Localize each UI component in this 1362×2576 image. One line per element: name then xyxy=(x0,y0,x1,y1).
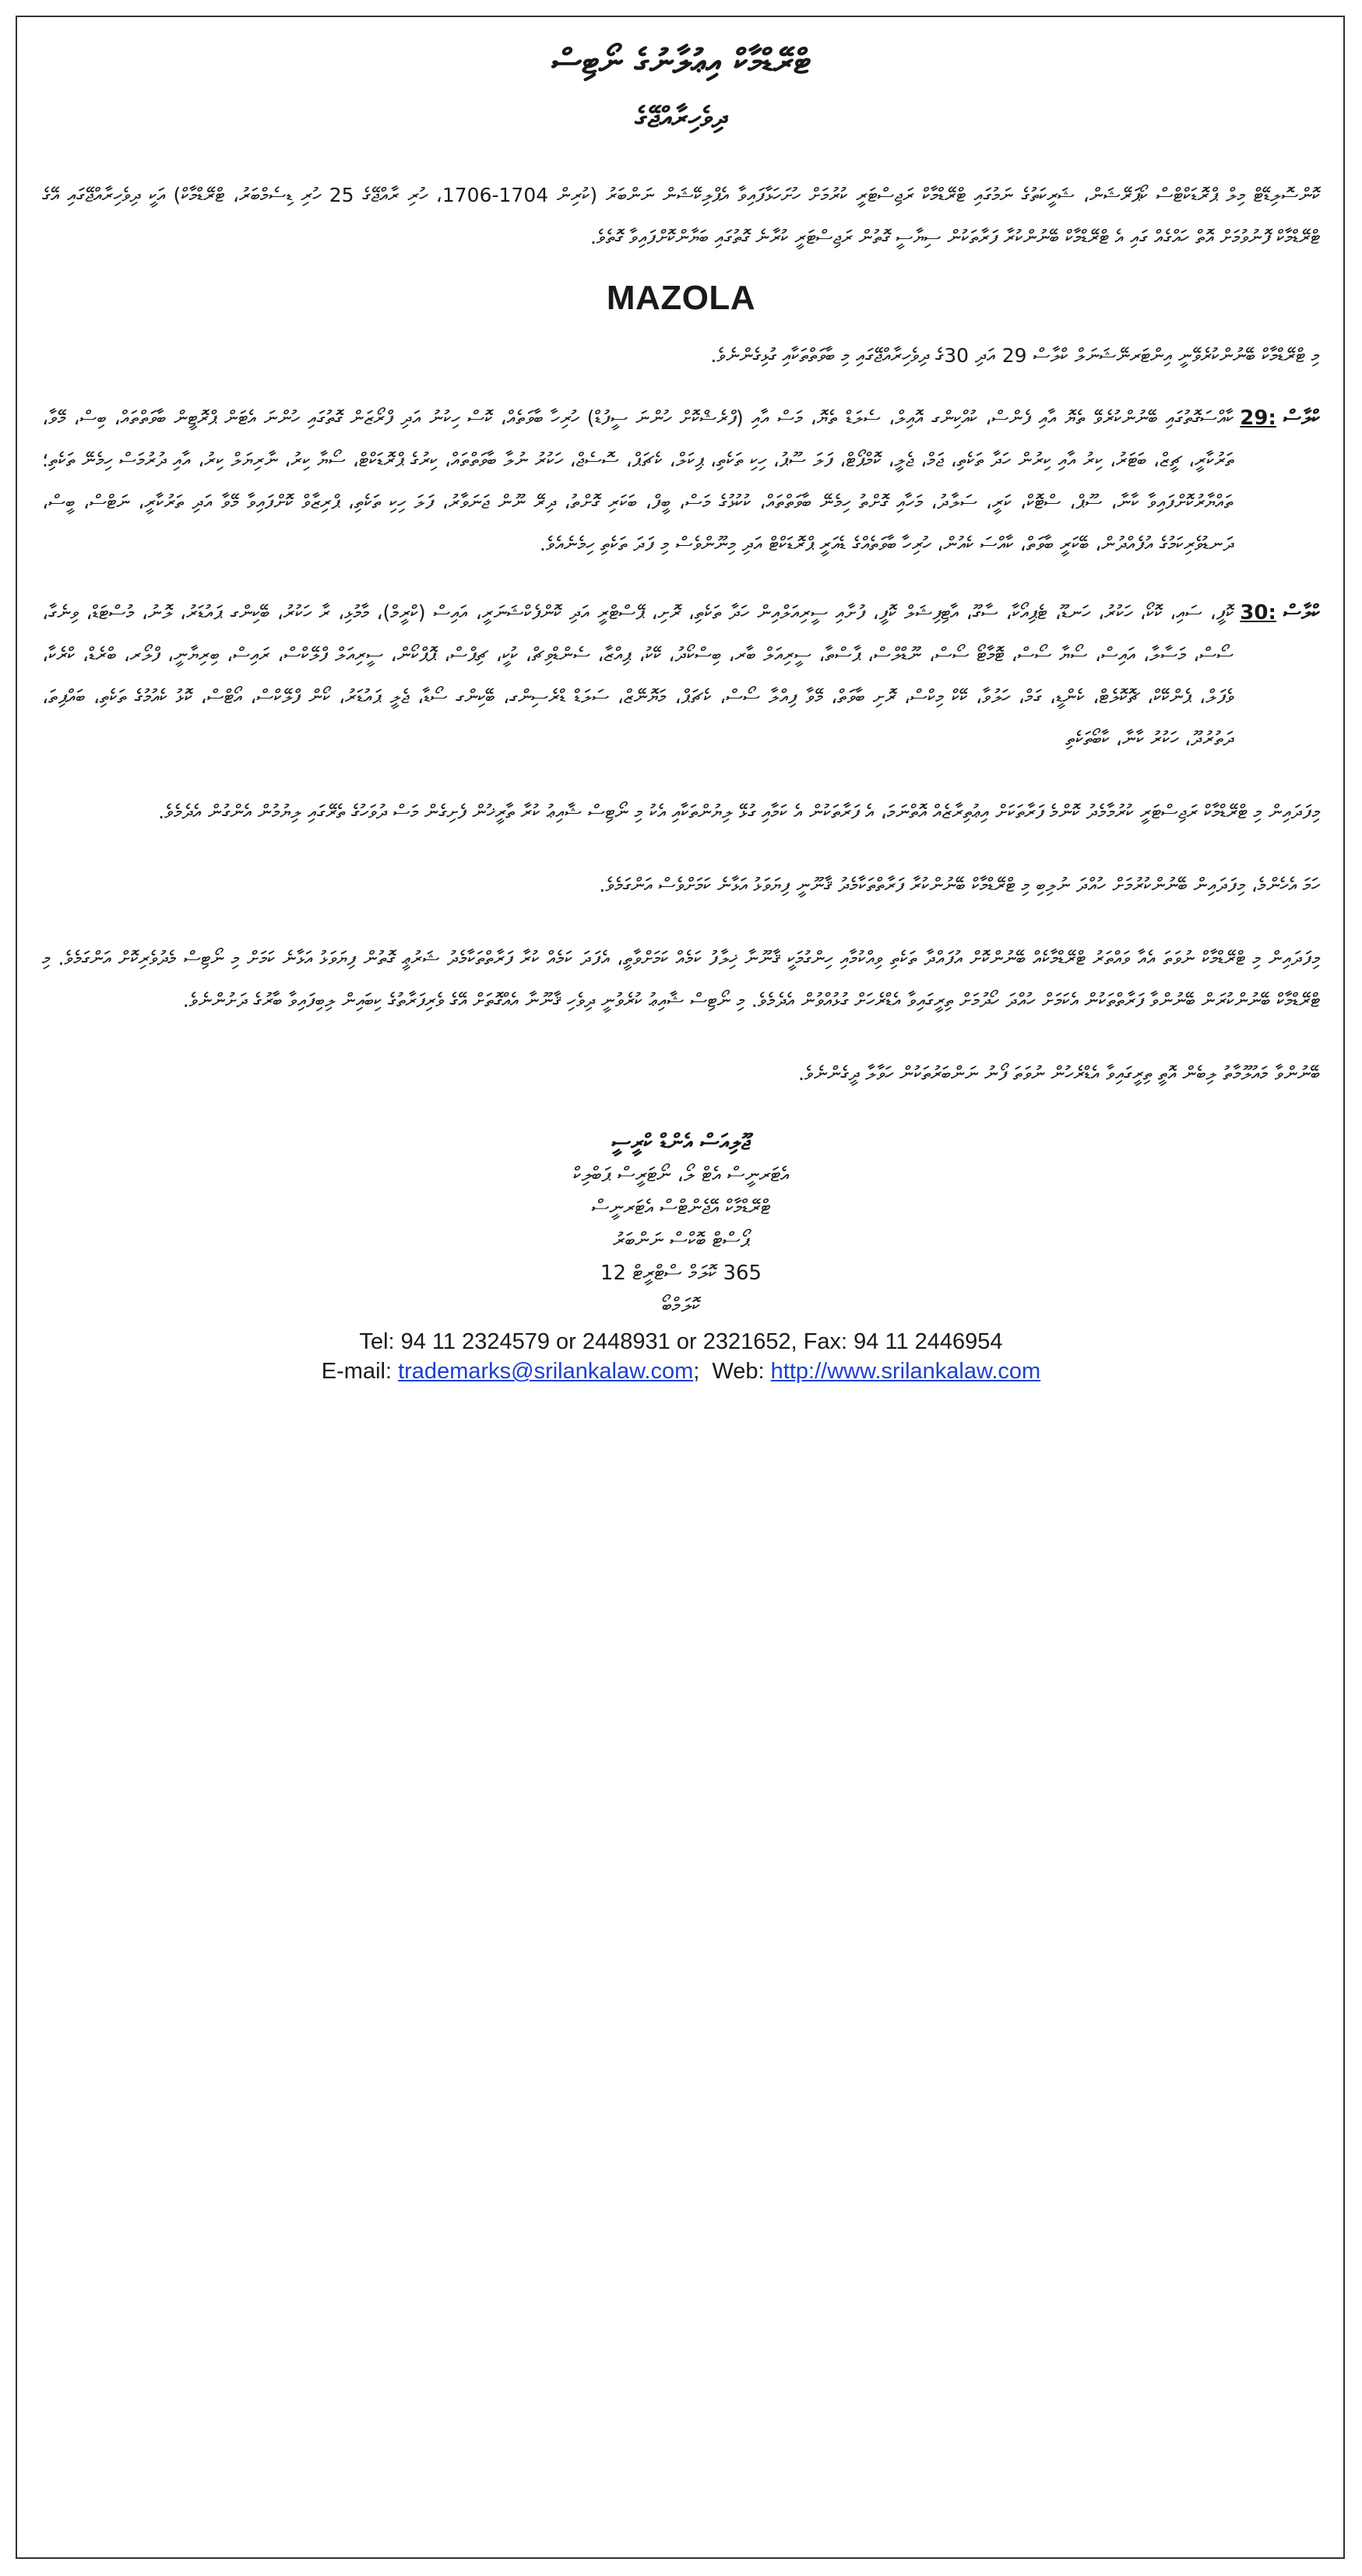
class-29-goods: ކާއްސަގޮތުގައި ބޭނުންކުރެވޭ ތެޔޮ އާއި ފެންސް، ކުއްކިންގ އޮއިލް، ސެލަޑް ތެޔޮ، މަސް އާއި (ފްރެޝްކޮށް ހުންނަ ސީފުޑް) ހުރިހާ ބާވަތެއް، ކޮސް ހިކުނު އަދި ފްރޯޒަން ގޮތުގައި ހުންނަ އެޓަން ޕްރޮޓީން ބާވަތްތައް، ބިސް، މޭވާ، ތަރުކާރީ، ޗީޒް، ބަޓަރު، ކިރު އާއި ކިރުން ހަދާ ތަކެތި، ޖަމް، ޖެލީ، ކޮމްޕޯޓް، ފަލަ ސޫޕު، ހިކި ތަކެތި، ޕިކަލް، ކެޗަޕް، ސޮސެޖް، ހަކުރު ނުލާ ބާވަތްތައް، ކިރުގެ ޕްރޮޑަކްޓް، ސޯޔާ ކިރު، ނާރިޔަލް ކިރު، އާއި ދުރުމަސް ހިމެނޭ ތަކެތި؛ ތައްޔާރުކޮށްފައިވާ ކާނާ، ސޫޕް، ސްޓޮކް، ކަރީ، ސަލާދު، މަހާއި ގޮށްތު ހިމެނޭ ބާވަތްތައް، ކުކުޅުގެ މަސް، ބީފް، ބަކަރި ގޮށްތު، ދިރޭ ނޫން ޖަނަވާރު، ފަލަ ހިކި ތަކެތި، ޕްރިޒާވް ކޮށްފައިވާ މޭވާ އަދި ތަރުކާރީ، ނަޓްސް، ބީސް، ދަނޑުވެރިކަމުގެ އުފެއްދުން، ބޭކަރީ ބާވަތް، ކާއްސަ ކެއުން، ހުރިހާ ބާވަތެއްގެ ޑެއަރީ ޕްރޮޑަކްޓް އަދި މިނޫންވެސް މި ފަދަ ތަކެތި ހިމެނެއެވެ. xyxy=(42,406,1234,555)
class-29-number: 29: xyxy=(1240,406,1276,430)
class-intro-paragraph: މި ޓްރޭޑްމާކް ބޭނުންކުރެވޭނީ އިންޓަރނޭޝަނަލް ކްލާސް 29 އަދި 30ގެ ދިވެހިރާއްޖޭގައި މި ބާވަތްތަކާއި ގުޅިގެންނެވެ. xyxy=(710,344,1320,367)
objection-paragraph: މިފަދައިން މި ޓްރޭޑްމާކް ރަޖިސްޓަރީ ކުރުމާމެދު ކޮންމެ ފަރާތަކަށް އިޢުތިރާޒެއް އޮތްނަމަ، އެ ފަރާތަކުން އެ ކަމާއި ގުޅޭ ލިޔުންތަކާއި އެކު މި ނޯޓިސް ޝާއިޢު ކުރާ ތާރީޚުން ފެށިގެން މަސް ދުވަހުގެ ތެރޭގައި ލިޔުމުން އެންގުން އެދެމެވެ. xyxy=(158,801,1320,823)
email-label: E-mail: xyxy=(321,1359,392,1384)
class-29-block xyxy=(42,397,1320,565)
signatory-line-1: އެޓަރނީސް އެޓް ލޯ، ނޯޓަރީސް ޕަބްލިކް xyxy=(572,1163,790,1187)
notice-document xyxy=(31,31,1331,1386)
email-link[interactable]: trademarks@srilankalaw.com xyxy=(398,1359,694,1384)
signatory-name: ޖޫލިއަސް އެންޑް ކްރީސީ xyxy=(611,1129,751,1155)
class-30-block xyxy=(42,592,1320,760)
trademark-name: MAZOLA xyxy=(606,279,756,317)
class-29-word: ކްލާސް xyxy=(1283,406,1320,430)
website-link[interactable]: http://www.srilankalaw.com xyxy=(770,1359,1041,1384)
class-30-number: 30: xyxy=(1240,601,1276,625)
signatory-city: ކޮލަމްބޯ xyxy=(662,1294,700,1318)
email-web-line: E-mail: trademarks@srilankalaw.com; Web: http://www.srilankalaw.com xyxy=(321,1359,1041,1384)
class-30-label xyxy=(1234,592,1320,634)
web-label: Web: xyxy=(712,1359,765,1384)
notice-paragraph: މިފަދައިން މި ޓްރޭޑްމާކް ނުވަތަ އެއާ ވައްތަރު ޓްރޭޑްމާކެއް ބޭނުންކޮށް އުފައްދާ ތަކެތި ވިއްކުމާއި ހިންގުމަކީ ޤާނޫނާ ޚިލާފު ކަމެއް ކަމަށްވާތީ، އެފަދަ ކަމެއް ކުރާ ފަރާތްތަކާމެދު ޝަރުޢީ ގޮތުން ފިޔަވަޅު އަޅާނެ ކަމަށް މި ނޯޓިސް މެދުވެރިކޮށް އަންގަމެވެ. މި ޓްރޭޑްމާކް ބޭނުންކުރަން ބޭނުންވާ ފަރާތްތަކުން އެކަމަށް ހުއްދަ ހޯދުމަށް ތިރީގައިވާ އެޑްރެހަށް ގުޅުއްވުން އެދެމެވެ. މި ނޯޓިސް ޝާއިޢު ކުރެވުނީ ދިވެހި ޤާނޫނާ އެއްގޮތަށް އޭގެ ވެރިފަރާތުގެ ކިބައިން ލިބިފައިވާ ބާރުގެ ދަށުންނެވެ. xyxy=(42,947,1320,1012)
signatory-line-2: ޓްރޭޑްމާކް އޭޖެންޓްސް އެޓަރނީސް xyxy=(591,1196,771,1219)
class-30-word: ކްލާސް xyxy=(1283,601,1320,625)
warning-paragraph: ހަމަ އެހެންމެ، މިފަދައިން ބޭނުންކުރުމަށް ހުއްދަ ނުލިބި މި ޓްރޭޑްމާކް ބޭނުންކުރާ ފަރާތްތަކާމެދު ޤާނޫނީ ފިޔަވަޅު އަޅާނެ ކަމަށްވެސް އަންގަމެވެ. xyxy=(599,874,1320,896)
notice-title: ޓްރޭޑްމާކް އިޢުލާނުގެ ނޯޓިސް xyxy=(551,42,811,82)
notice-subtitle: ދިވެހިރާއްޖޭގެ xyxy=(635,102,727,134)
class-29-label xyxy=(1234,397,1320,439)
signatory-line-3: ޕޯސްޓް ބޮކްސް ނަންބަރު xyxy=(613,1229,749,1252)
contact-block xyxy=(31,1327,1331,1386)
signature-block xyxy=(31,1126,1331,1322)
class-30-goods: ކޮފީ، ސައި، ކޮކޯ، ހަކުރު، ހަނޑޫ، ޓެޕިއޯކާ، ސާގޫ، އާޓިފިޝަލް ކޮފީ، ފުށާއި ސީރިއަލްއިން ހަދާ ތަކެތި، ރޮށި، ޕޭސްޓްރީ އަދި ކޮންފެކްޝަނަރީ، އައިސް (ކްރީމް)، މާމުޅި، ރާ ހަކުރު، ބޭކިންގ ޕައުޑަރު، ލޮނު، މުސްޓަޑް، ވިނެގާ، ސޯސް، މަސާލާ، އައިސް، ސޯޔާ ސޯސް، ޓޮމާޓޯ ސޯސް، ނޫޑްލްސް، ޕާސްތާ، ސީރިއަލް ބާރ، ބިސްކޯދު، ކޭކު، ޕިއްޒާ، ސެންޑްވިޗް، ކުކީ، ޗިޕްސް، ޕޮޕްކޯން، ސީރިއަލް ފްލޭކްސް، ރައިސް، ބިރިޔާނީ، ފްލޯރ، ބްރެޑް، ކްރެކާ، ވެފަލް، ޕެންކޭކް، ޗޮކޮލެޓް، ކެންޑީ، ގަމް، ހަލުވާ، ކޭކް މިކްސް، ރޮށި ބާވަތް، މޭވާ ފިއްލާ ސޯސް، ކެޗަޕް، މަޔޮނޭޒް، ސަލަޑް ޑްރެސިންގ، ބޭކިންގ ސޯޑާ، ޖެލީ ޕައުޑަރު، ކޯން ފްލޭކްސް، އޯޓްސް، ކޮޅު ކެއުމުގެ ތަކެތި، ބައްޕިތަ، ދަތުރުދޫ، ހަކުރު ކާނާ، ކާބޯތަކެތި xyxy=(42,601,1234,750)
phone-fax-line: Tel: 94 11 2324579 or 2448931 or 2321652, Fax: 94 11 2446954 xyxy=(359,1329,1003,1354)
intro-paragraph: ކޮންސޮލިޑޭޓް މިލް ޕްރޮޑަކްޓްސް ކޯޕަރޭޝަން، ޝަރީކަތުގެ ނަމުގައި ޓްރޭޑްމާކް ރަޖިސްޓަރީ ކުރުމަށް ހުށަހަޅާފައިވާ އެޕްލިކޭޝަން ނަންބަރު (ކުރިން 1704-1706، ހުރި ރާއްޖޭގެ 25 ހުރި ޑިސެމްބަރު، ޓްރޭޑްމާކް) އަކީ ދިވެހިރާއްޖޭގައި އޭގެ ޓްރޭޑްމާކް ފޮނުވުމަށް އޮތް ހައްގެއް ގައި އެ ޓްރޭޑްމާކް ބޭނުންކުރާ ފަރާތަކުން ސިޔާސީ ގޮތުން ރަޖިސްޓަރީ ކުރާނެ ގޮތުގައި ބަޔާންކޮށްފައިވާ ގޮތެވެ. xyxy=(42,184,1320,248)
final-paragraph: ބޭނުންވާ މައުލޫމާތު ލިބެން އޮތީ ތިރީގައިވާ އެޑްރެހުން ނުވަތަ ފޯނު ނަންބަރުތަކުން ހަވާލާ ދީގެންނެވެ. xyxy=(798,1062,1320,1085)
signatory-address-number: 365 ކޮލަމް ސްޓްރީޓް 12 xyxy=(600,1262,762,1285)
